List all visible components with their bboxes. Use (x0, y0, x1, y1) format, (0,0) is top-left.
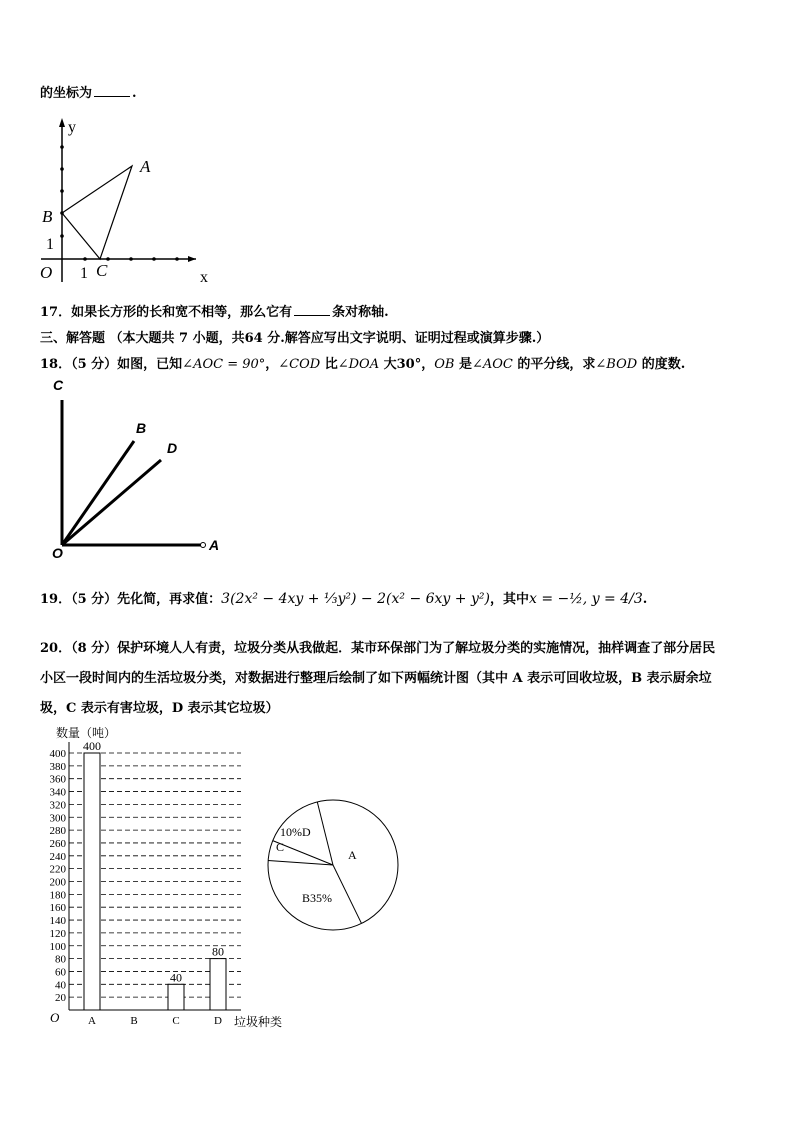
q19-line (40, 588, 647, 607)
section3-heading: 三、解答题 （本大题共 7 小题，共64 分.解答应写出文字说明、证明过程或演算步骤.） (40, 331, 550, 346)
q17-line (40, 301, 389, 320)
bar-y-tick-label: 380 (49, 760, 66, 773)
q17-post: 条对称轴. (332, 305, 389, 320)
bar-y-tick-label: 160 (49, 902, 66, 915)
x-tick-1: 1 (80, 265, 88, 282)
bar-x-tick-label: C (172, 1015, 180, 1027)
q19-condition-prefix: ，其中 (489, 592, 529, 607)
pie-slice-label: 10%D (280, 825, 311, 839)
q16-coordinate-figure (36, 112, 226, 287)
bar-y-tick-label: 60 (55, 966, 66, 979)
bar-data-label: 40 (170, 970, 182, 985)
bar-y-tick-label: 80 (55, 953, 66, 966)
pie-slice-label: A (348, 848, 357, 862)
q16-tail-text: 的坐标为 (40, 86, 93, 101)
q18-tail: 的度数. (637, 357, 686, 372)
bar-chart (36, 722, 296, 1032)
bar-y-tick-label: 140 (49, 915, 66, 928)
bar-x-tick-label: A (88, 1015, 96, 1027)
bar-y-tick-label: 40 (55, 979, 66, 992)
pie-chart (262, 795, 407, 935)
q17-pre: 17．如果长方形的长和宽不相等，那么它有 (40, 305, 293, 320)
bar-y-tick-label: 120 (49, 927, 66, 940)
q19-condition: x = −½, y = 4/3 (528, 591, 643, 607)
label-d: D (167, 440, 178, 456)
label-a: A (209, 537, 220, 553)
q20-line2: 小区一段时间内的生活垃圾分类，对数据进行整理后绘制了如下两幅统计图（其中 A 表示可回收垃圾，B 表示厨余垃 (40, 671, 712, 686)
q18-ob: OB (434, 357, 455, 372)
q19-end: . (642, 592, 648, 607)
q18-angle-aoc: ∠AOC = 90° (182, 357, 266, 372)
q18-angle-cod: ∠COD (278, 357, 321, 372)
label-o: O (52, 545, 63, 560)
bar-y-tick-label: 260 (49, 837, 66, 850)
q18-sep: ， (265, 357, 279, 372)
bar-y-tick-label: 240 (49, 850, 66, 863)
point-c-label: C (96, 261, 108, 280)
q18-mid1: 比 (320, 357, 338, 372)
q20-line3: 圾，C 表示有害垃圾，D 表示其它垃圾） (40, 701, 279, 716)
bar-y-tick-label: 340 (49, 786, 66, 799)
bar-y-tick-label: 180 (49, 889, 66, 902)
y-axis-label: y (68, 119, 76, 136)
bar-y-tick-label: 20 (55, 992, 66, 1005)
q19-number: 19．（5 分）先化简，再求值： (40, 592, 222, 607)
bar-y-tick-label: 400 (49, 748, 66, 760)
bar-y-tick-label: 320 (49, 799, 66, 812)
bar-x-tick-label: D (214, 1015, 222, 1027)
q18-angle-doa: ∠DOA (337, 357, 380, 372)
bar-xlabel: 垃圾种类 (234, 1015, 283, 1029)
bar-data-label: 80 (212, 944, 224, 959)
y-tick-1: 1 (46, 236, 54, 253)
q18-angle-aoc2: ∠AOC (471, 357, 513, 372)
q18-angle-figure (48, 375, 238, 560)
point-b-label: B (42, 207, 53, 226)
bar-y-tick-label: 220 (49, 863, 66, 876)
q18-number: 18．（5 分）如图，已知 (40, 357, 183, 372)
x-axis-label: x (200, 269, 208, 286)
q16-answer-blank[interactable] (94, 84, 130, 97)
q18-mid2: 大30°， (379, 357, 435, 372)
bar-data-label: 400 (83, 739, 101, 753)
bar-y-tick-label: 200 (49, 876, 66, 889)
x-axis-arrow (188, 256, 196, 262)
point-a-dot (201, 543, 206, 548)
bar-y-tick-label: 360 (49, 773, 66, 786)
q18-mid3: 是 (454, 357, 472, 372)
pie-slice-label: B35% (302, 891, 332, 905)
bar-C (168, 984, 184, 1010)
point-a-label: A (140, 157, 151, 176)
q19-expression: 3(2x² − 4xy + ⅓y²) − 2(x² − 6xy + y²) (221, 591, 490, 607)
triangle-abc (62, 166, 132, 259)
q17-answer-blank[interactable] (294, 303, 330, 316)
q18-angle-bod: ∠BOD (595, 357, 638, 372)
q16-tail-end: . (132, 86, 137, 101)
bar-y-tick-label: 280 (49, 825, 66, 838)
q18-mid4: 的平分线，求 (512, 357, 596, 372)
origin-label: O (40, 263, 53, 282)
bar-x-tick-label: B (130, 1015, 138, 1027)
bar-origin: O (50, 1010, 60, 1025)
bar-y-tick-label: 100 (49, 940, 66, 953)
bar-A (84, 753, 100, 1010)
q20-line1: 20．（8 分）保护环境人人有责，垃圾分类从我做起．某市环保部门为了解垃圾分类的实施情况，抽样调查了部分居民 (40, 641, 716, 656)
bar-D (210, 959, 226, 1010)
y-axis-arrow (59, 118, 65, 127)
bar-y-tick-label: 300 (49, 812, 66, 825)
label-c: C (53, 377, 64, 393)
q16-answer-line (40, 82, 137, 101)
pie-slice-label: C (276, 840, 285, 854)
label-b: B (136, 420, 147, 436)
q18-line (40, 353, 685, 372)
bar-ylabel: 数量（吨） (56, 726, 117, 740)
